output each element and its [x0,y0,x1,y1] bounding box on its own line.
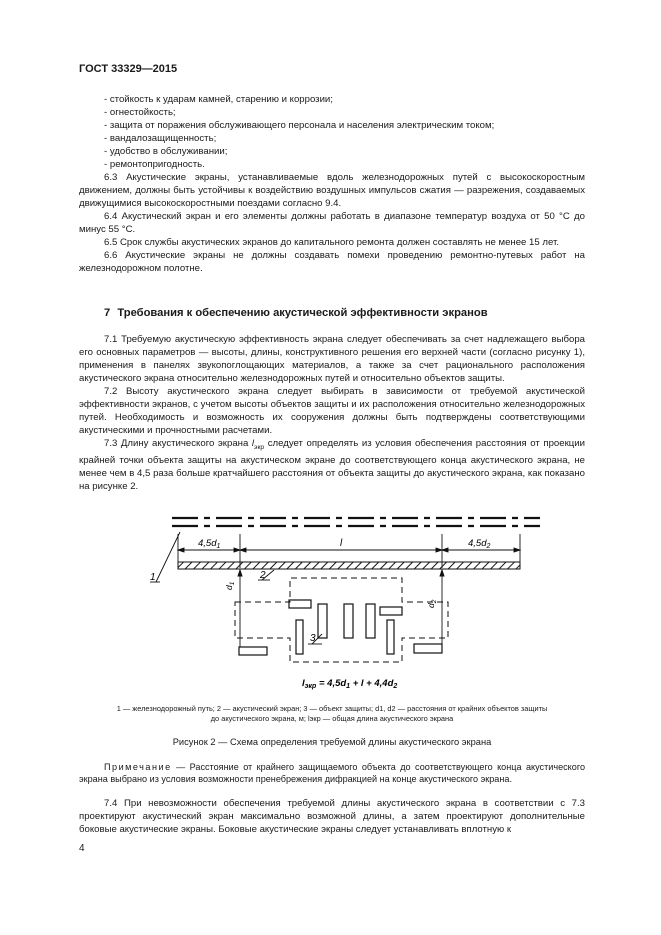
list-item: - удобство в обслуживании; [104,146,228,157]
note [79,761,585,785]
p73-text-start: 7.3 Длину акустического экрана [104,438,252,449]
section-number: 7 [104,307,111,319]
figure-2-diagram [150,510,540,695]
list-item: - вандалозащищенность; [104,133,217,144]
note-text: — Расстояние от крайнего защищаемого объекта до соответствующего конца акустического экрана выбрано из условия возможности пренебрежения дифракцией на конце акустического экрана. [79,762,585,784]
label-2: 2 [260,570,266,581]
requirements-list [79,93,585,275]
figure-legend [79,704,585,724]
l-subscript: экр [254,443,265,451]
figure-caption: Рисунок 2 — Схема определения требуемой длины акустического экрана [172,737,492,747]
list-item: - ремонтопригодность. [104,159,205,170]
list-item: - стойкость к ударам камней, старению и коррозии; [104,94,333,105]
p73-text-end: следует определять из условия обеспечения расстояния от проекции крайней точки объекта защиты на акустическом экране до соответствующего конца акустического экрана, не менее чем в 4,5 раза больше кратчайшего расстояния от объекта защиты до акустического экрана, как показано на рисунке 2. [79,438,585,492]
l-symbol: l [251,438,255,449]
list-item: - защита от поражения обслуживающего персонала и населения электрическим током; [104,120,495,131]
legend-line: 1 — железнодорожный путь; 2 — акустический экран; 3 — объект защиты; d1, d2 — расстояния от крайних объектов защиты [116,704,548,713]
section-7-body [79,333,585,493]
page-number: 4 [79,843,85,854]
dim-mid-label: l [340,538,343,549]
legend-line: до акустического экрана, м; lэкр — общая длина акустического экрана [210,714,454,723]
paragraph-6-4: 6.4 Акустический экран и его элементы должны работать в диапазоне температур воздуха от 50 °С до минус 55 °С. [79,211,585,235]
label-3: 3 [310,633,316,644]
section-title: Требования к обеспечению акустической эффективности экранов [117,307,488,319]
railway-track [172,518,540,526]
paragraph-7-2: 7.2 Высоту акустического экрана следует выбирать в зависимости от требуемой акустической эффективности экранов, с учетом высоты объектов защиты и их расположения относительно железнодорожных путей. Необходимость и возможность их сооружения должны быть подтверждены соответствующими акустическими и прочностными расчетами. [79,386,585,436]
d1-label: $d_1$ [224,581,236,590]
paragraph-7-4: 7.4 При невозможности обеспечения требуемой длины акустического экрана в соответствии с 7.3 проектируют акустический экран максимально возможной длины, а затем проектируют дополнительные боковые акустические экраны. Боковые акустические экраны следует устанавливать вплотную к [79,798,585,835]
paragraph-6-3: 6.3 Акустические экраны, устанавливаемые вдоль железнодорожных путей с высокоскоростным движением, должны быть устойчивы к воздействию воздушных импульсов сжатия — разрежения, создаваемых движущимися высокоскоростными поездами согласно 9.4. [79,172,585,209]
document-header: ГОСТ 33329—2015 [79,63,178,75]
dim-right-label: $4,5d_2$ [468,538,491,550]
paragraph-6-5: 6.5 Срок службы акустических экранов до капитального ремонта должен составлять не менее 15 лет. [104,237,559,248]
leader-1 [156,532,180,582]
section-heading [104,307,492,319]
paragraph-7-1: 7.1 Требуемую акустическую эффективность экрана следует обеспечивать за счет надлежащего выбора его основных параметров — высоты, длины, конструктивного решения его верхней части (согласно рисунку 1), применения в панелях звукопоглощающих материалов, а также за счет рационального расположения акустического экрана относительно железнодорожных путей и относительно объектов защиты. [79,334,585,384]
dim-left-label: $4,5d_1$ [198,538,221,550]
note-label: Примечание [104,762,172,772]
label-1: 1 [150,572,156,583]
acoustic-screen [178,562,520,569]
d2-label: $d_2$ [426,599,438,608]
paragraph-7-3 [79,437,585,493]
length-formula: $l_{экр} = 4,5d_1 + l + 4,4d_2$ [302,678,398,690]
list-item: - огнестойкость; [104,107,176,118]
buildings [239,600,442,655]
paragraph-6-6: 6.6 Акустические экраны не должны создавать помехи проведению ремонтно-путевых работ на железнодорожном полотне. [79,250,585,274]
